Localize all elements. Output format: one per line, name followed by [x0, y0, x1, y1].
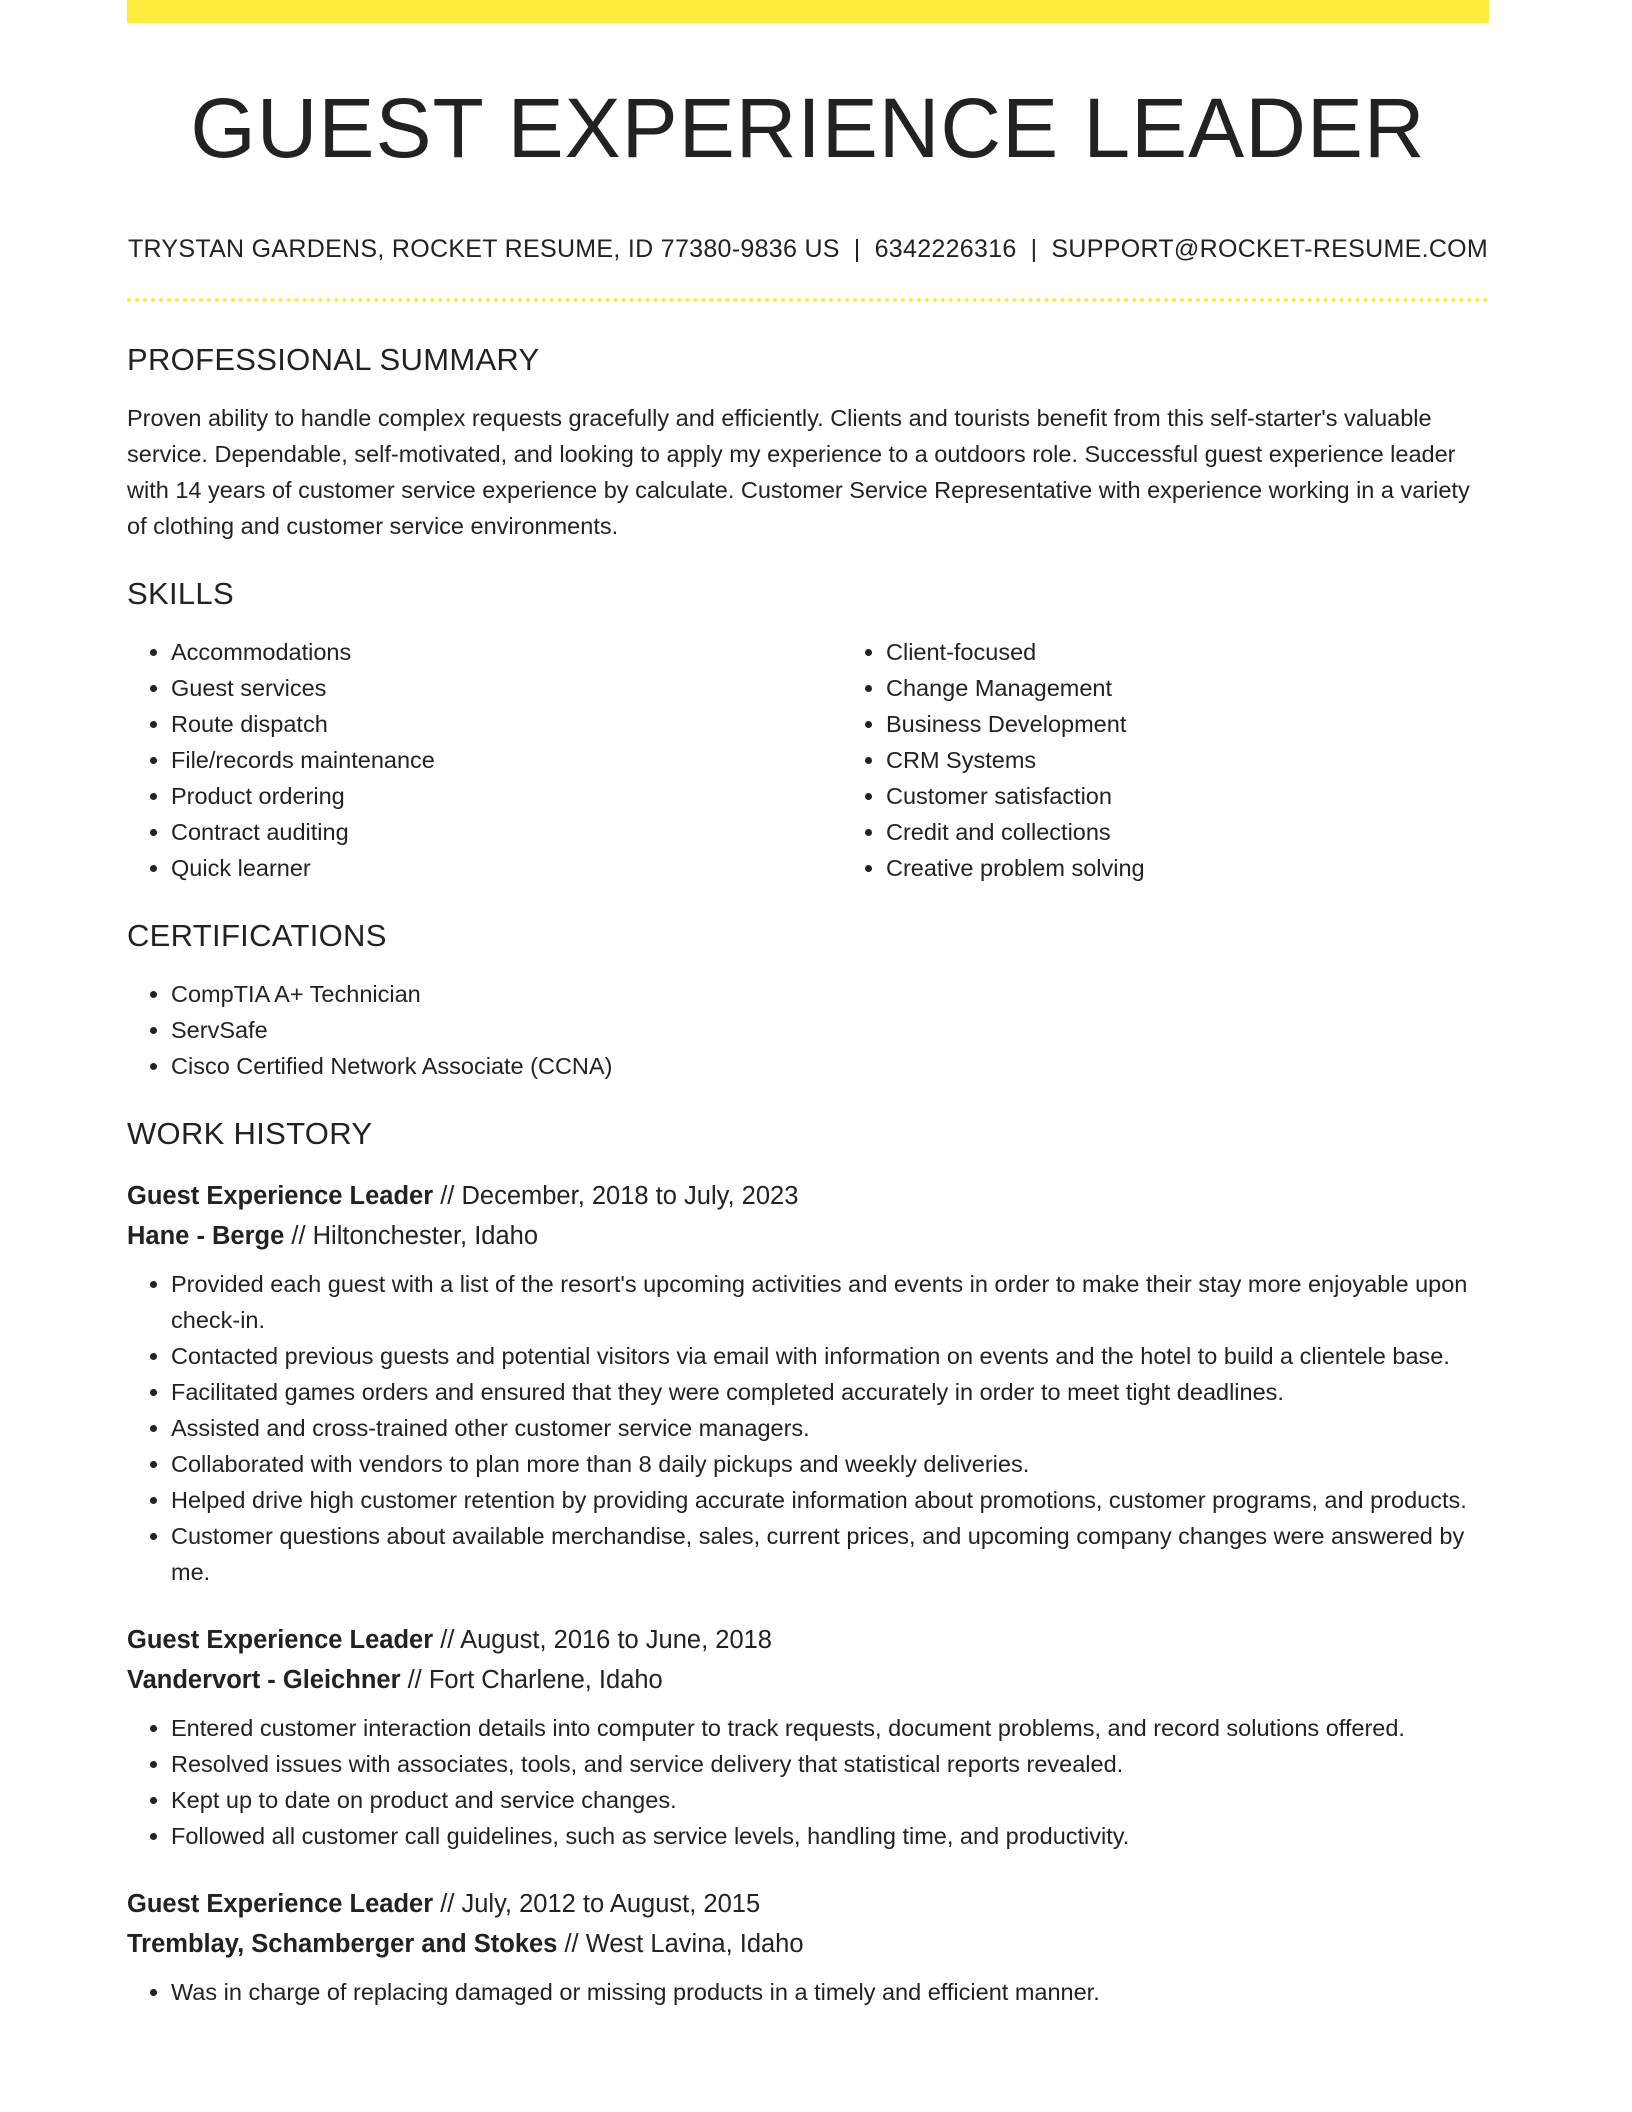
- job-bullets: [127, 1710, 1489, 1854]
- work-history-section: [127, 1116, 1489, 2010]
- job-bullet: • Customer questions about available merchandise, sales, current prices, and upcoming company changes were answered by me.: [171, 1518, 1489, 1590]
- job-bullets: [127, 1974, 1489, 2010]
- summary-text: Proven ability to handle complex requests gracefully and efficiently. Clients and tourists benefit from this self-starter's valuable service. Dependable, self-motivated, and looking to apply my experience to a outdoors role. Successful guest experience leader with 14 years of customer service experience by calculate. Customer Service Representative with experience working in a variety of clothing and customer service environments.: [127, 405, 1470, 539]
- certification-item: • CompTIA A+ Technician: [171, 976, 1489, 1012]
- skill-item: • Guest services: [171, 670, 842, 706]
- job-entry: [127, 1176, 1489, 1590]
- job-title-line: [127, 1620, 1489, 1660]
- job-title: Guest Experience Leader: [127, 1626, 434, 1654]
- job-bullet: • Provided each guest with a list of the resort's upcoming activities and events in order to make their stay more enjoyable upon check-in.: [171, 1266, 1489, 1338]
- job-entry: [127, 1620, 1489, 1854]
- contact-phone: 6342226316: [874, 235, 1017, 263]
- job-bullet: • Contacted previous guests and potential visitors via email with information on events and the hotel to build a clientele base.: [171, 1338, 1489, 1374]
- job-bullet: • Helped drive high customer retention by providing accurate information about promotions, customer programs, and products.: [171, 1482, 1489, 1518]
- job-bullet: • Entered customer interaction details into computer to track requests, document problems, and record solutions offered.: [171, 1710, 1489, 1746]
- contact-line: [127, 234, 1489, 264]
- certification-item: • ServSafe: [171, 1012, 1489, 1048]
- job-title: Guest Experience Leader: [127, 1182, 434, 1210]
- skill-item: • Quick learner: [171, 850, 842, 886]
- contact-separator: |: [1030, 235, 1038, 263]
- job-bullet: • Followed all customer call guidelines, such as service levels, handling time, and productivity.: [171, 1818, 1489, 1854]
- skills-columns: [127, 612, 1489, 886]
- work-history-heading: WORK HISTORY: [127, 1116, 373, 1151]
- summary-heading: PROFESSIONAL SUMMARY: [127, 342, 540, 377]
- skill-item: • Client-focused: [886, 634, 1533, 670]
- job-bullet: • Resolved issues with associates, tools, and service delivery that statistical reports revealed.: [171, 1746, 1489, 1782]
- job-company-line: [127, 1924, 1489, 1964]
- job-location: // Fort Charlene, Idaho: [400, 1666, 663, 1694]
- skill-item: • CRM Systems: [886, 742, 1533, 778]
- job-location: // Hiltonchester, Idaho: [284, 1222, 539, 1250]
- job-bullet: • Collaborated with vendors to plan more than 8 daily pickups and weekly deliveries.: [171, 1446, 1489, 1482]
- skill-item: • Business Development: [886, 706, 1533, 742]
- job-company: Tremblay, Schamberger and Stokes: [127, 1930, 558, 1958]
- job-title-line: [127, 1176, 1489, 1216]
- job-bullet: • Was in charge of replacing damaged or missing products in a timely and efficient manner.: [171, 1974, 1489, 2010]
- job-dates: // December, 2018 to July, 2023: [433, 1182, 799, 1210]
- skills-list-right: [842, 634, 1533, 886]
- skill-item: • Creative problem solving: [886, 850, 1533, 886]
- job-bullet: • Facilitated games orders and ensured that they were completed accurately in order to meet tight deadlines.: [171, 1374, 1489, 1410]
- skill-item: • Route dispatch: [171, 706, 842, 742]
- job-location: // West Lavina, Idaho: [557, 1930, 804, 1958]
- job-company-line: [127, 1216, 1489, 1256]
- skill-item: • Customer satisfaction: [886, 778, 1533, 814]
- certifications-list: [127, 976, 1489, 1084]
- skills-heading: SKILLS: [127, 576, 234, 611]
- contact-separator: |: [853, 235, 861, 263]
- skill-item: • Change Management: [886, 670, 1533, 706]
- skill-item: • File/records maintenance: [171, 742, 842, 778]
- contact-address: TRYSTAN GARDENS, ROCKET RESUME, ID 77380-9836 US: [127, 235, 840, 263]
- job-bullet: • Assisted and cross-trained other customer service managers.: [171, 1410, 1489, 1446]
- job-dates: // August, 2016 to June, 2018: [433, 1626, 772, 1654]
- job-entry: [127, 1884, 1489, 2010]
- skill-item: • Product ordering: [171, 778, 842, 814]
- dotted-divider: [127, 298, 1489, 302]
- skills-list-left: [127, 634, 842, 886]
- job-bullet: • Kept up to date on product and service changes.: [171, 1782, 1489, 1818]
- job-company: Vandervort - Gleichner: [127, 1666, 401, 1694]
- skill-item: • Credit and collections: [886, 814, 1533, 850]
- skills-section: [127, 576, 1489, 886]
- certifications-heading: CERTIFICATIONS: [127, 918, 387, 953]
- resume-title: GUEST EXPERIENCE LEADER: [190, 81, 1426, 175]
- job-company-line: [127, 1660, 1489, 1700]
- job-bullets: [127, 1266, 1489, 1590]
- summary-section: [127, 342, 1489, 544]
- contact-email: SUPPORT@ROCKET-RESUME.COM: [1051, 235, 1489, 263]
- job-title: Guest Experience Leader: [127, 1890, 434, 1918]
- job-title-line: [127, 1884, 1489, 1924]
- resume-content: [127, 0, 1489, 2010]
- job-dates: // July, 2012 to August, 2015: [433, 1890, 761, 1918]
- skill-item: • Contract auditing: [171, 814, 842, 850]
- skill-item: • Accommodations: [171, 634, 842, 670]
- certifications-section: [127, 918, 1489, 1084]
- job-company: Hane - Berge: [127, 1222, 285, 1250]
- certification-item: • Cisco Certified Network Associate (CCNA): [171, 1048, 1489, 1084]
